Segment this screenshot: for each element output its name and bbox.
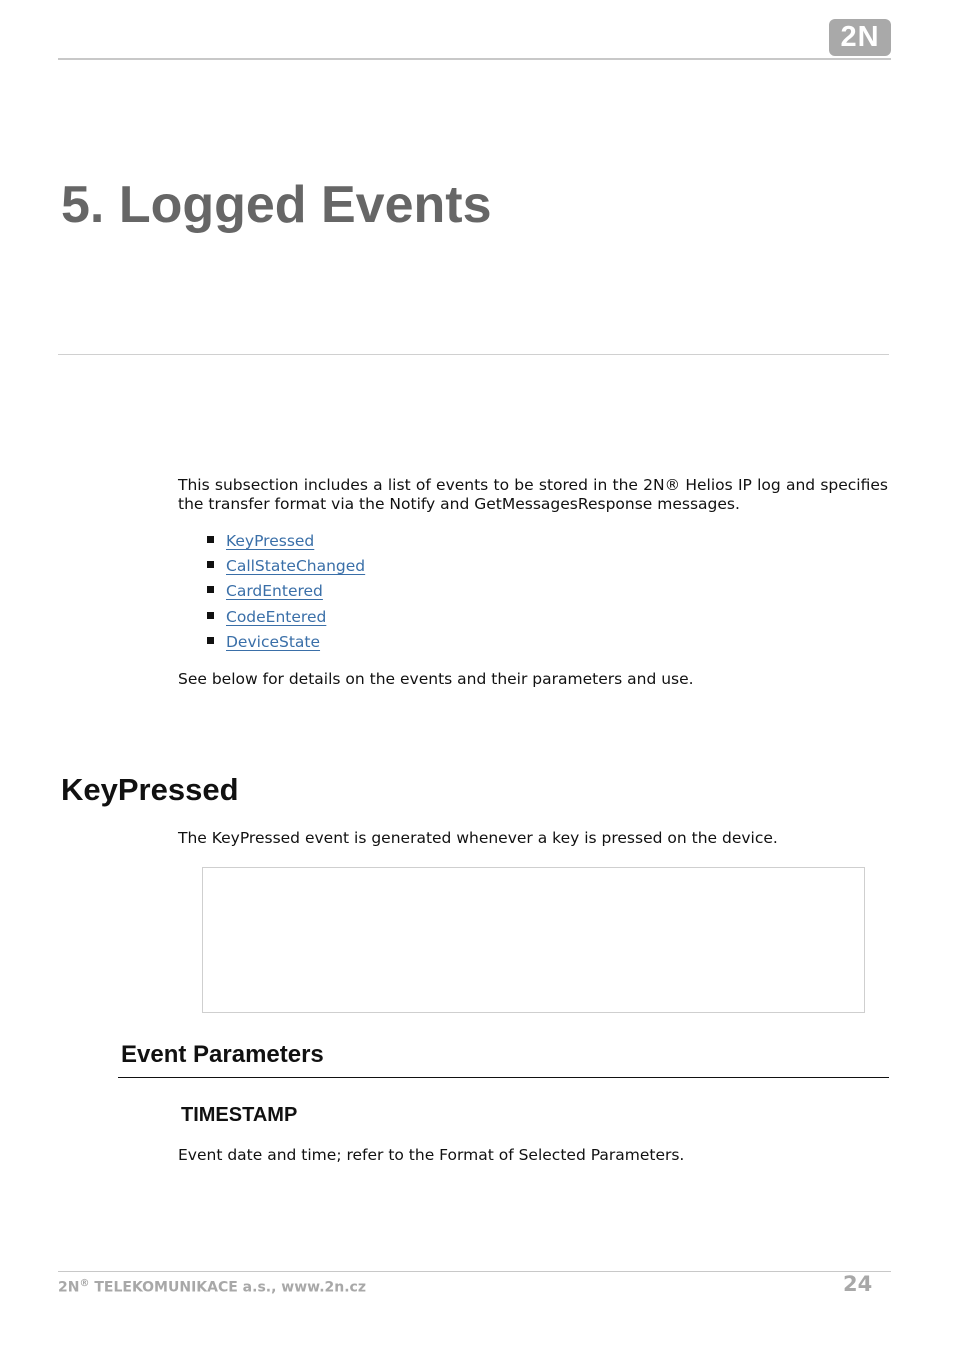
timestamp-heading: TIMESTAMP (181, 1104, 298, 1126)
square-bullet-icon (207, 561, 214, 568)
square-bullet-icon (207, 637, 214, 644)
logo-text: 2N (840, 21, 880, 53)
footer-divider (58, 1271, 891, 1272)
list-item (178, 580, 365, 605)
code-example-box (202, 867, 865, 1013)
link-callstatechanged[interactable]: CallStateChanged (226, 557, 366, 576)
square-bullet-icon (207, 586, 214, 593)
link-codeentered[interactable]: CodeEntered (226, 607, 327, 626)
company-logo (829, 19, 891, 56)
link-devicestate[interactable]: DeviceState (226, 632, 321, 651)
footer-brand: 2N (58, 1279, 80, 1296)
event-parameters-heading: Event Parameters (121, 1041, 324, 1068)
list-item (178, 631, 365, 656)
registered-mark: ® (79, 1278, 90, 1289)
list-item (178, 555, 365, 580)
square-bullet-icon (207, 536, 214, 543)
event-parameters-divider (118, 1077, 889, 1078)
header-divider (58, 58, 891, 60)
keypressed-description: The KeyPressed event is generated whenever a key is pressed on the device. (178, 829, 778, 847)
list-item (178, 606, 365, 631)
event-link-list (178, 530, 365, 656)
chapter-divider (58, 354, 889, 355)
details-paragraph: See below for details on the events and their parameters and use. (178, 670, 694, 688)
keypressed-heading: KeyPressed (61, 772, 239, 807)
footer-company (58, 1278, 366, 1296)
page-number: 24 (843, 1272, 873, 1296)
timestamp-description: Event date and time; refer to the Format of Selected Parameters. (178, 1146, 685, 1164)
footer-company-name: TELEKOMUNIKACE a.s., www.2n.cz (89, 1279, 366, 1296)
intro-paragraph: This subsection includes a list of events to be stored in the 2N® Helios IP log and specifies the transfer format via the Notify and GetMessagesResponse messages. (178, 476, 888, 513)
link-cardentered[interactable]: CardEntered (226, 582, 323, 601)
chapter-title: 5. Logged Events (61, 176, 492, 234)
list-item (178, 530, 365, 555)
link-keypressed[interactable]: KeyPressed (226, 532, 315, 550)
square-bullet-icon (207, 612, 214, 619)
